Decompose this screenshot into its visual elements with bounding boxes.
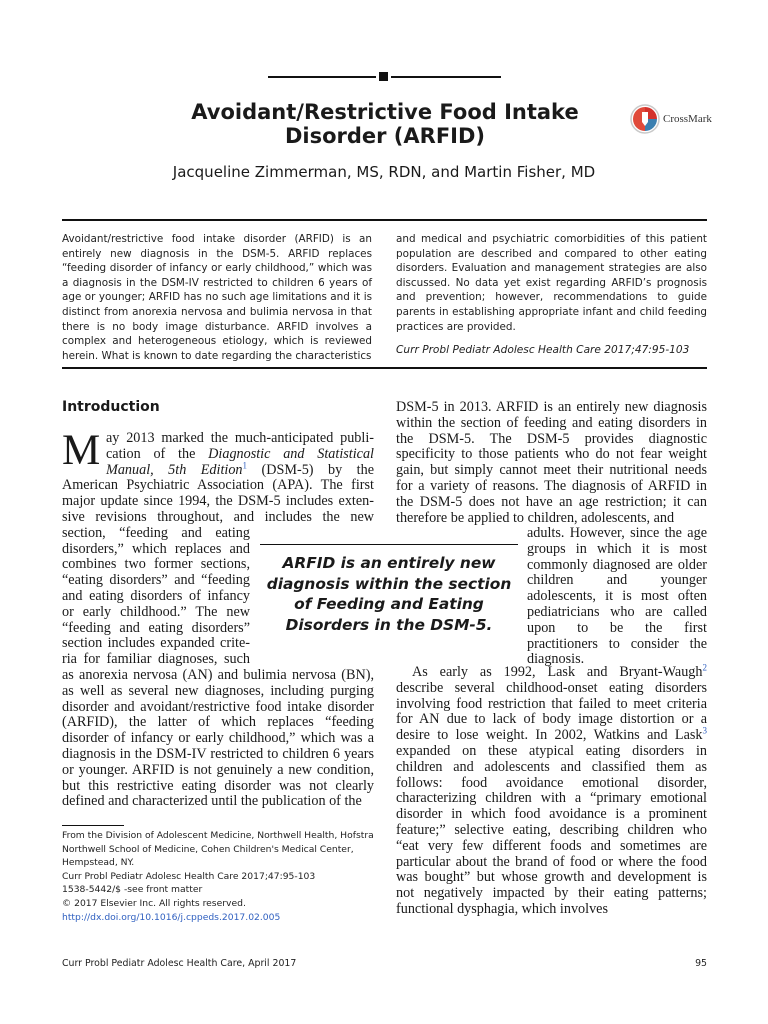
- intro-continued: as anorexia nervosa (AN) and bulimia nervosa (BN), as well as several new diagnoses, including purging disorder and avoidant/restrictive food intake disorder (ARFID), the latter of which replaces “feeding disorder of infancy or early childhood,” which was a diagnosis in the DSM-IV restricted to children 6 years or younger. ARFID is not genuinely a new condition, but this restrictive eating disorder was not clearly defined and characterized until the publication of the: [62, 666, 374, 810]
- doi-link[interactable]: http://dx.doi.org/10.1016/j.cppeds.2017.02.005: [62, 911, 281, 923]
- footer-journal: Curr Probl Pediatr Adolesc Health Care, April 2017: [62, 958, 297, 969]
- intro-line: sive revisions throughout, and includes the new: [62, 508, 374, 525]
- page-number: 95: [695, 958, 707, 969]
- top-ornament-square: [379, 72, 388, 81]
- right-column-narrow: adults. However, since the age groups in which it is most commonly diagnosed are older children and younger adolescents, it is most often pediatricians who are called upon to be the first practitioners to consider the diagnosis.: [527, 525, 707, 668]
- author-list: Jacqueline Zimmerman, MS, RDN, and Martin Fisher, MD: [172, 163, 596, 181]
- dsm-edition: Manual, 5th Edition: [106, 461, 243, 478]
- pull-quote-bottom-rule: [260, 648, 518, 649]
- right-column-top: DSM-5 in 2013. ARFID is an entirely new diagnosis within the section of feeding and eating disorders in the DSM-5. The DSM-5 provides diagnostic specificity to those patients who do not fear weight gain, but simply cannot meet their nutritional needs for a variety of reasons. The diagnosis of ARFID in the DSM-5 does not have an age restriction; it can therefore be applied to children, adolescents, and: [396, 399, 707, 526]
- top-rule-left: [268, 76, 376, 78]
- copyright-note: © 2017 Elsevier Inc. All rights reserved.: [62, 897, 246, 909]
- reference-3[interactable]: 3: [702, 725, 707, 736]
- abstract-bottom-rule: [62, 367, 707, 369]
- dsm-title: Diagnostic and Statistical: [208, 445, 375, 462]
- lask-text: As early as 1992, Lask and Bryant-Waugh: [412, 664, 703, 680]
- reference-1[interactable]: 1: [242, 459, 248, 470]
- watkins-text: describe several childhood-onset eating disorders involving food restriction that failed to meet criteria for AN due to lack of body image distortion or a desire to lose weight. In 2002, Watkins and Lask: [396, 679, 707, 744]
- intro-line: “eating disorders” and “feeding: [62, 572, 250, 589]
- footnote-rule: [62, 825, 124, 826]
- abstract-right: and medical and psychiatric comorbidities of this patient population are described and compared to other eating disorders. Evaluation and management strategies are also discussed. No data yet exist regarding ARFID’s prognosis and prevention; however, recommendations to guide parents in establishing appropriate infant and child feeding practices are provided.: [396, 233, 707, 333]
- issn-note: 1538-5442/$ -see front matter: [62, 884, 203, 896]
- intro-line: or early childhood.” The new: [62, 603, 250, 620]
- footnotes: [62, 829, 387, 924]
- intro-line: and eating disorders of infancy: [62, 587, 250, 604]
- intro-line: “feeding and eating disorders”: [62, 619, 250, 636]
- affiliation-note: From the Division of Adolescent Medicine, Northwell Health, Hofstra Northwell School of Medicine, Cohen Children's Medical Center, Hempstead, NY.: [62, 830, 374, 869]
- abstract-top-rule: [62, 219, 707, 221]
- drop-cap: M: [62, 427, 101, 474]
- intro-line: [106, 459, 374, 479]
- crossmark-icon: [630, 104, 660, 134]
- journal-note: Curr Probl Pediatr Adolesc Health Care 2017;47:95-103: [62, 870, 316, 882]
- intro-line: [106, 447, 374, 463]
- article-title: Avoidant/Restrictive Food Intake Disorder (ARFID): [191, 100, 579, 148]
- reference-2[interactable]: 2: [702, 662, 707, 673]
- right-column-paragraph-2: [396, 662, 707, 918]
- pull-quote-top-rule: [260, 544, 518, 545]
- intro-line: major update since 1994, the DSM-5 includes exten-: [62, 493, 374, 510]
- classification-text: expanded on these atypical eating disorders in children and adolescents and classified them as follows: food avoidance emotional disorder, characterizing children with a “primary emotional disorder in which food avoidance is a prominent feature;” selective eating, describing children who “eat very few different foods and sometimes are particular about the brand of food or where the food was bought” but whose growth and development is not negatively impacted by their eating patterns; functional dysphagia, which involves: [396, 742, 707, 917]
- intro-text: cation of the: [106, 445, 209, 462]
- intro-line: ria for familiar diagnoses, such: [62, 651, 250, 668]
- intro-line: combines two former sections,: [62, 556, 250, 573]
- top-rule-right: [391, 76, 501, 78]
- crossmark-label: CrossMark: [663, 113, 712, 125]
- section-heading: Introduction: [62, 399, 160, 415]
- intro-line: section, “feeding and eating: [62, 524, 250, 541]
- intro-line: ay 2013 marked the much-anticipated publi-: [106, 430, 374, 446]
- crossmark-badge[interactable]: [630, 104, 740, 136]
- intro-line: disorders,” which replaces and: [62, 540, 250, 557]
- intro-text: (DSM-5) by the: [247, 461, 374, 478]
- citation: Curr Probl Pediatr Adolesc Health Care 2017;47:95-103: [396, 344, 690, 356]
- abstract-left: Avoidant/restrictive food intake disorder (ARFID) is an entirely new diagnosis in the DSM-5. ARFID replaces “feeding disorder of infancy or early childhood,” which was a diagnosis in the DSM-IV restricted to children 6 years of age or younger; ARFID has no such age limitations and it is distinct from anorexia nervosa and bulimia nervosa in that there is no body image disturbance. ARFID involves a complex and heterogeneous etiology, which is reviewed herein. What is known to date regarding the characteristics: [62, 233, 372, 362]
- intro-line: American Psychiatric Association (APA). The first: [62, 477, 374, 494]
- pull-quote: ARFID is an entirely new diagnosis within the section of Feeding and Eating Disorders in the DSM-5.: [266, 554, 512, 634]
- intro-line: section includes expanded crite-: [62, 635, 250, 652]
